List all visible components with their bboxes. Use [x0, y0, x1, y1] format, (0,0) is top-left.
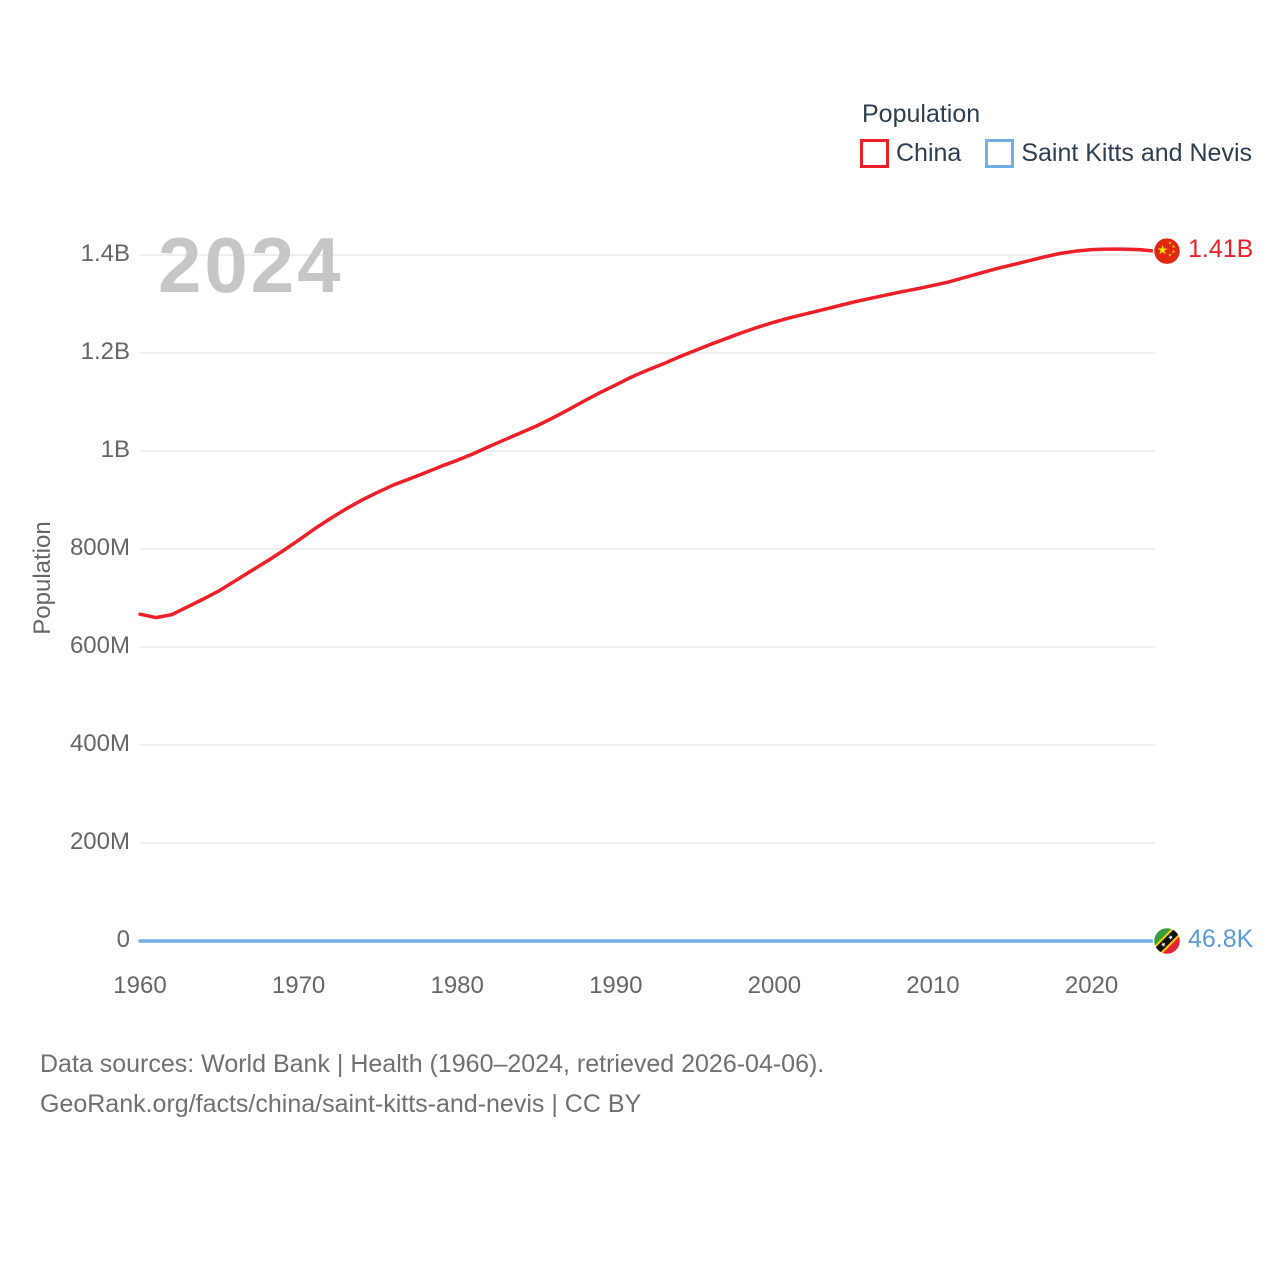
- saint-kitts-and-nevis-end-value-label: 46.8K: [1188, 924, 1254, 953]
- y-tick-400M: 400M: [69, 730, 130, 757]
- watermark-year: 2024: [158, 221, 344, 309]
- y-tick-200M: 200M: [69, 828, 130, 855]
- x-tick-1980: 1980: [430, 972, 484, 999]
- y-tick-1.4B: 1.4B: [80, 240, 130, 267]
- x-tick-2020: 2020: [1064, 972, 1119, 999]
- china-line[interactable]: [140, 249, 1155, 617]
- y-tick-0: 0: [116, 926, 130, 953]
- saint-kitts-and-nevis-flag-icon: [1152, 926, 1182, 956]
- x-tick-1970: 1970: [271, 972, 326, 999]
- x-tick-1960: 1960: [113, 972, 167, 999]
- x-tick-2000: 2000: [747, 972, 802, 999]
- attribution-line: GeoRank.org/facts/china/saint-kitts-and-nevis | CC BY: [40, 1090, 642, 1118]
- legend-label-saint-kitts-and-nevis: Saint Kitts and Nevis: [1021, 139, 1252, 167]
- y-tick-600M: 600M: [69, 632, 130, 659]
- data-source-line: Data sources: World Bank | Health (1960–2024, retrieved 2026-04-06).: [40, 1050, 825, 1078]
- china-flag-icon: [1154, 238, 1181, 265]
- y-tick-1B: 1B: [100, 436, 130, 463]
- legend-title: Population: [862, 100, 981, 128]
- y-axis-title: Population: [29, 521, 56, 635]
- china-end-value-label: 1.41B: [1188, 235, 1254, 264]
- legend-label-china: China: [896, 139, 962, 167]
- y-tick-1.2B: 1.2B: [80, 338, 130, 365]
- x-tick-1990: 1990: [589, 972, 643, 999]
- x-tick-2010: 2010: [906, 972, 960, 999]
- y-tick-800M: 800M: [69, 534, 130, 561]
- gridlines: [140, 255, 1155, 941]
